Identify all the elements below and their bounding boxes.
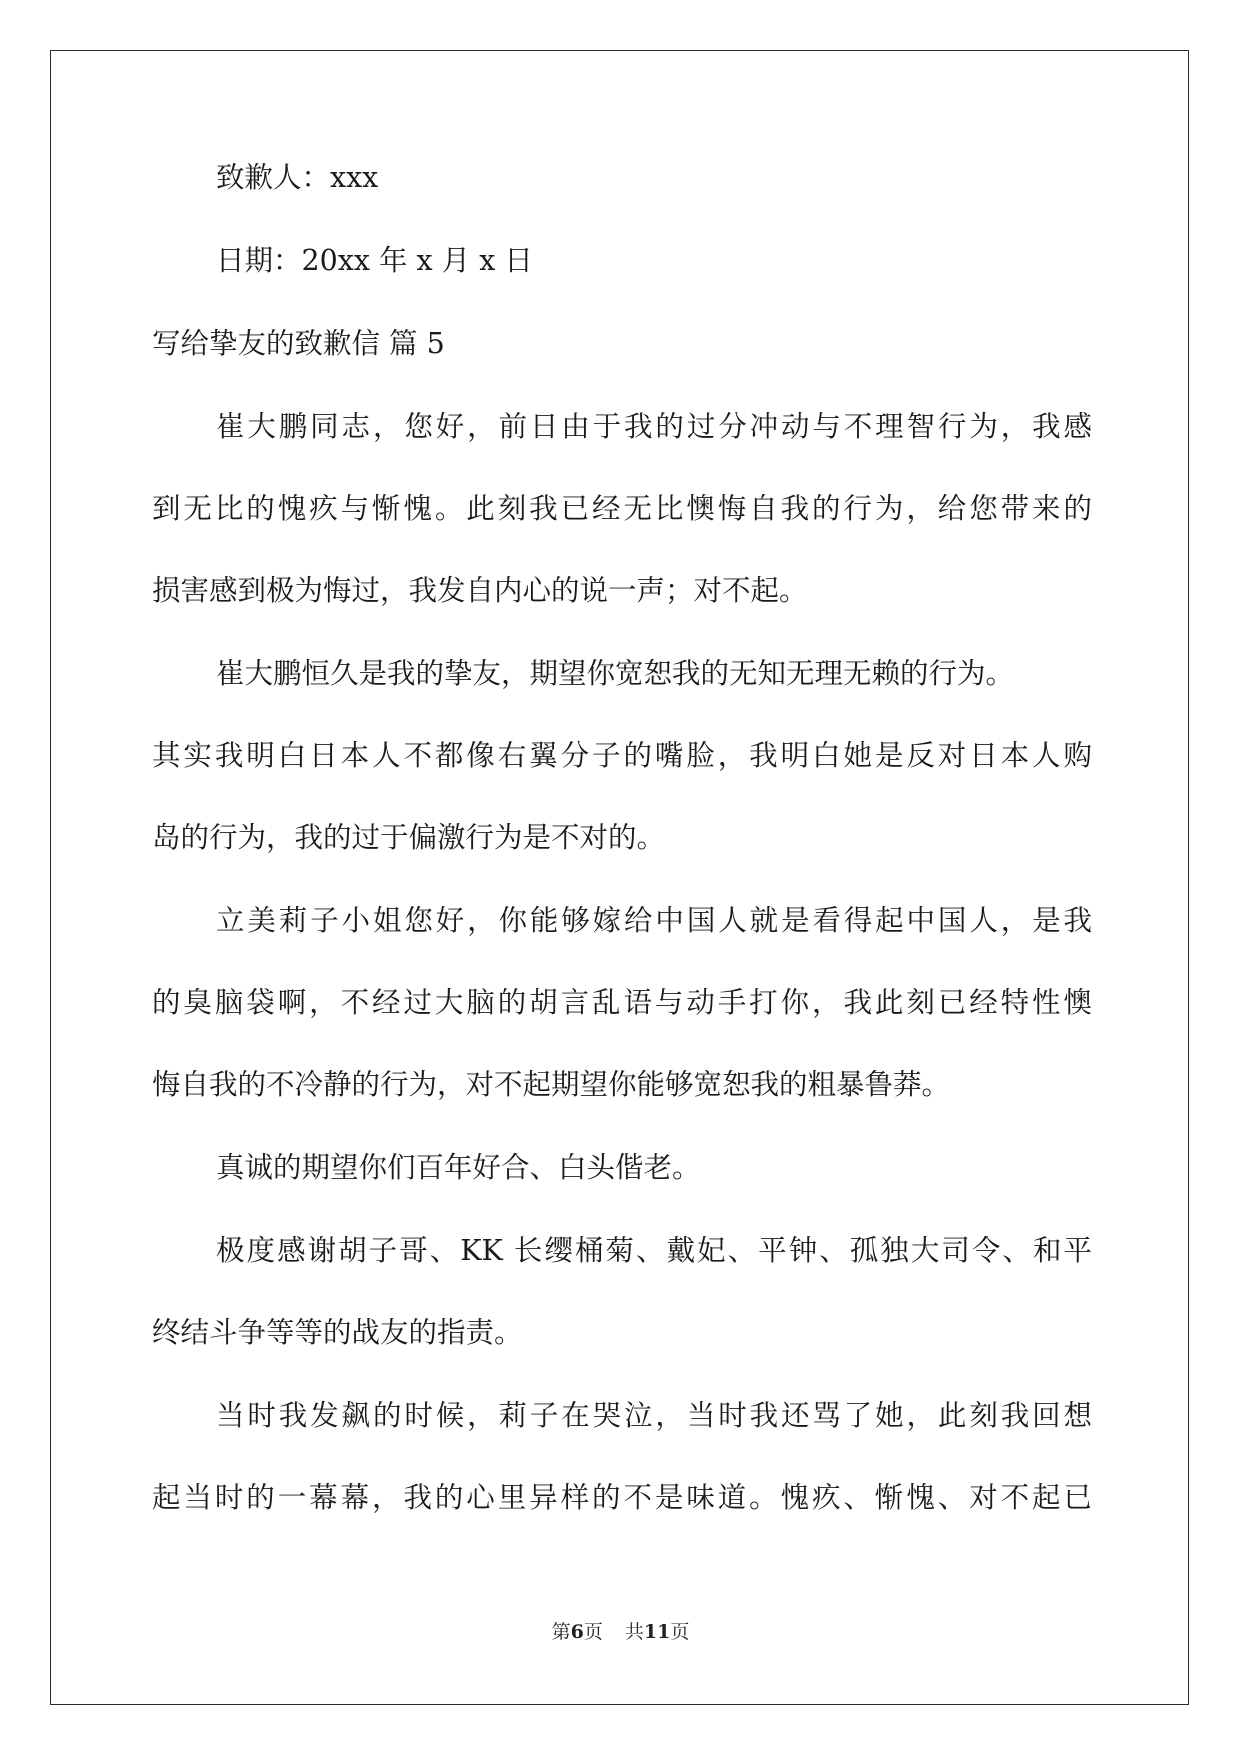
paragraph-line: 终结斗争等等的战友的指责。	[152, 1316, 523, 1349]
paragraph-line: 当时我发飙的时候，莉子在哭泣，当时我还骂了她，此刻我回想	[216, 1399, 1092, 1432]
page-total: 11	[643, 1621, 671, 1643]
date-line: 日期：20xx 年 x 月 x 日	[216, 244, 533, 277]
document-body	[152, 160, 1092, 1516]
paragraph-line: 损害感到极为悔过，我发自内心的说一声；对不起。	[152, 574, 808, 607]
paragraph	[152, 1233, 1092, 1351]
paragraph-line: 起当时的一幕幕，我的心里异样的不是味道。愧疚、惭愧、对不起已	[152, 1481, 1092, 1514]
paragraph-line: 岛的行为，我的过于偏激行为是不对的。	[152, 821, 666, 854]
paragraph-line: 真诚的期望你们百年好合、白头偕老。	[216, 1151, 701, 1184]
paragraph-line: 崔大鹏同志，您好，前日由于我的过分冲动与不理智行为，我感	[216, 410, 1092, 443]
total-suffix: 页	[670, 1621, 690, 1643]
page-current: 6	[570, 1621, 584, 1643]
paragraph-line: 立美莉子小姐您好，你能够嫁给中国人就是看得起中国人，是我	[216, 904, 1092, 937]
total-prefix: 共	[624, 1621, 644, 1643]
page-prefix: 第	[551, 1621, 571, 1643]
signatory-line: 致歉人：xxx	[216, 161, 379, 194]
paragraph-line: 的臭脑袋啊，不经过大脑的胡言乱语与动手打你，我此刻已经特性懊	[152, 986, 1092, 1019]
paragraph-line: 崔大鹏恒久是我的挚友，期望你宽恕我的无知无理无赖的行为。	[216, 657, 1015, 690]
paragraph	[152, 1150, 1092, 1186]
paragraph	[152, 409, 1092, 609]
section-title: 写给挚友的致歉信 篇 5	[152, 327, 445, 360]
paragraph-line: 到无比的愧疚与惭愧。此刻我已经无比懊悔自我的行为，给您带来的	[152, 492, 1092, 525]
paragraph-line: 极度感谢胡子哥、KK 长缨桶菊、戴妃、平钟、孤独大司令、和平	[216, 1234, 1092, 1267]
paragraph	[152, 656, 1092, 856]
page-suffix: 页	[583, 1621, 603, 1643]
paragraph	[152, 1398, 1092, 1516]
page-footer	[0, 1620, 1241, 1644]
paragraph-line: 悔自我的不冷静的行为，对不起期望你能够宽恕我的粗暴鲁莽。	[152, 1068, 951, 1101]
paragraph	[152, 903, 1092, 1103]
paragraph-line: 其实我明白日本人不都像右翼分子的嘴脸，我明白她是反对日本人购	[152, 739, 1092, 772]
